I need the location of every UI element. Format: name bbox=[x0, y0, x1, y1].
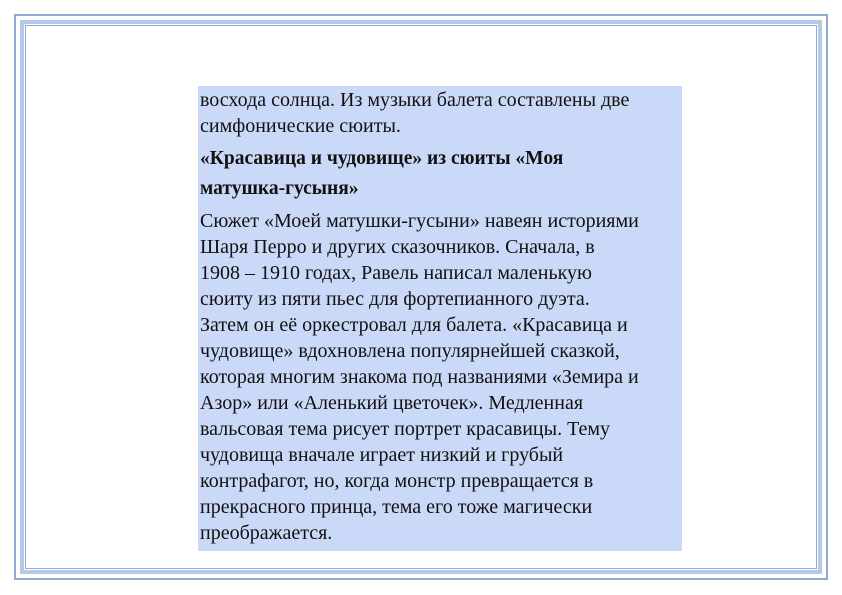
heading-line: «Красавица и чудовище» из сюиты «Моя bbox=[200, 148, 564, 169]
body-line: преображается. bbox=[200, 522, 333, 544]
body-line: прекрасного принца, тема его тоже магически bbox=[200, 496, 593, 518]
body-line: Азор» или «Аленький цветочек». Медленная bbox=[200, 392, 584, 414]
body-line: Шаря Перро и других сказочников. Сначала, в bbox=[200, 236, 595, 258]
body-line: контрафагот, но, когда монстр превращается в bbox=[200, 470, 594, 492]
body-line: чудовище» вдохновлена популярнейшей сказкой, bbox=[200, 340, 620, 362]
intro-line: восхода солнца. Из музыки балета составлены две bbox=[200, 89, 630, 111]
text-box bbox=[198, 86, 682, 551]
section-heading bbox=[200, 144, 680, 204]
body-paragraph bbox=[200, 208, 680, 546]
heading-line: матушка-гусыня» bbox=[200, 178, 359, 199]
body-line: 1908 – 1910 годах, Равель написал маленькую bbox=[200, 262, 592, 284]
body-line: которая многим знакома под названиями «Земира и bbox=[200, 366, 639, 388]
intro-paragraph bbox=[200, 87, 680, 139]
body-line: сюиту из пяти пьес для фортепианного дуэта. bbox=[200, 288, 590, 310]
body-line: Затем он её оркестровал для балета. «Красавица и bbox=[200, 314, 628, 336]
body-line: Сюжет «Моей матушки-гусыни» навеян историями bbox=[200, 210, 639, 232]
body-line: вальсовая тема рисует портрет красавицы. Тему bbox=[200, 418, 611, 440]
intro-line: симфонические сюиты. bbox=[200, 115, 401, 137]
body-line: чудовища вначале играет низкий и грубый bbox=[200, 444, 564, 466]
